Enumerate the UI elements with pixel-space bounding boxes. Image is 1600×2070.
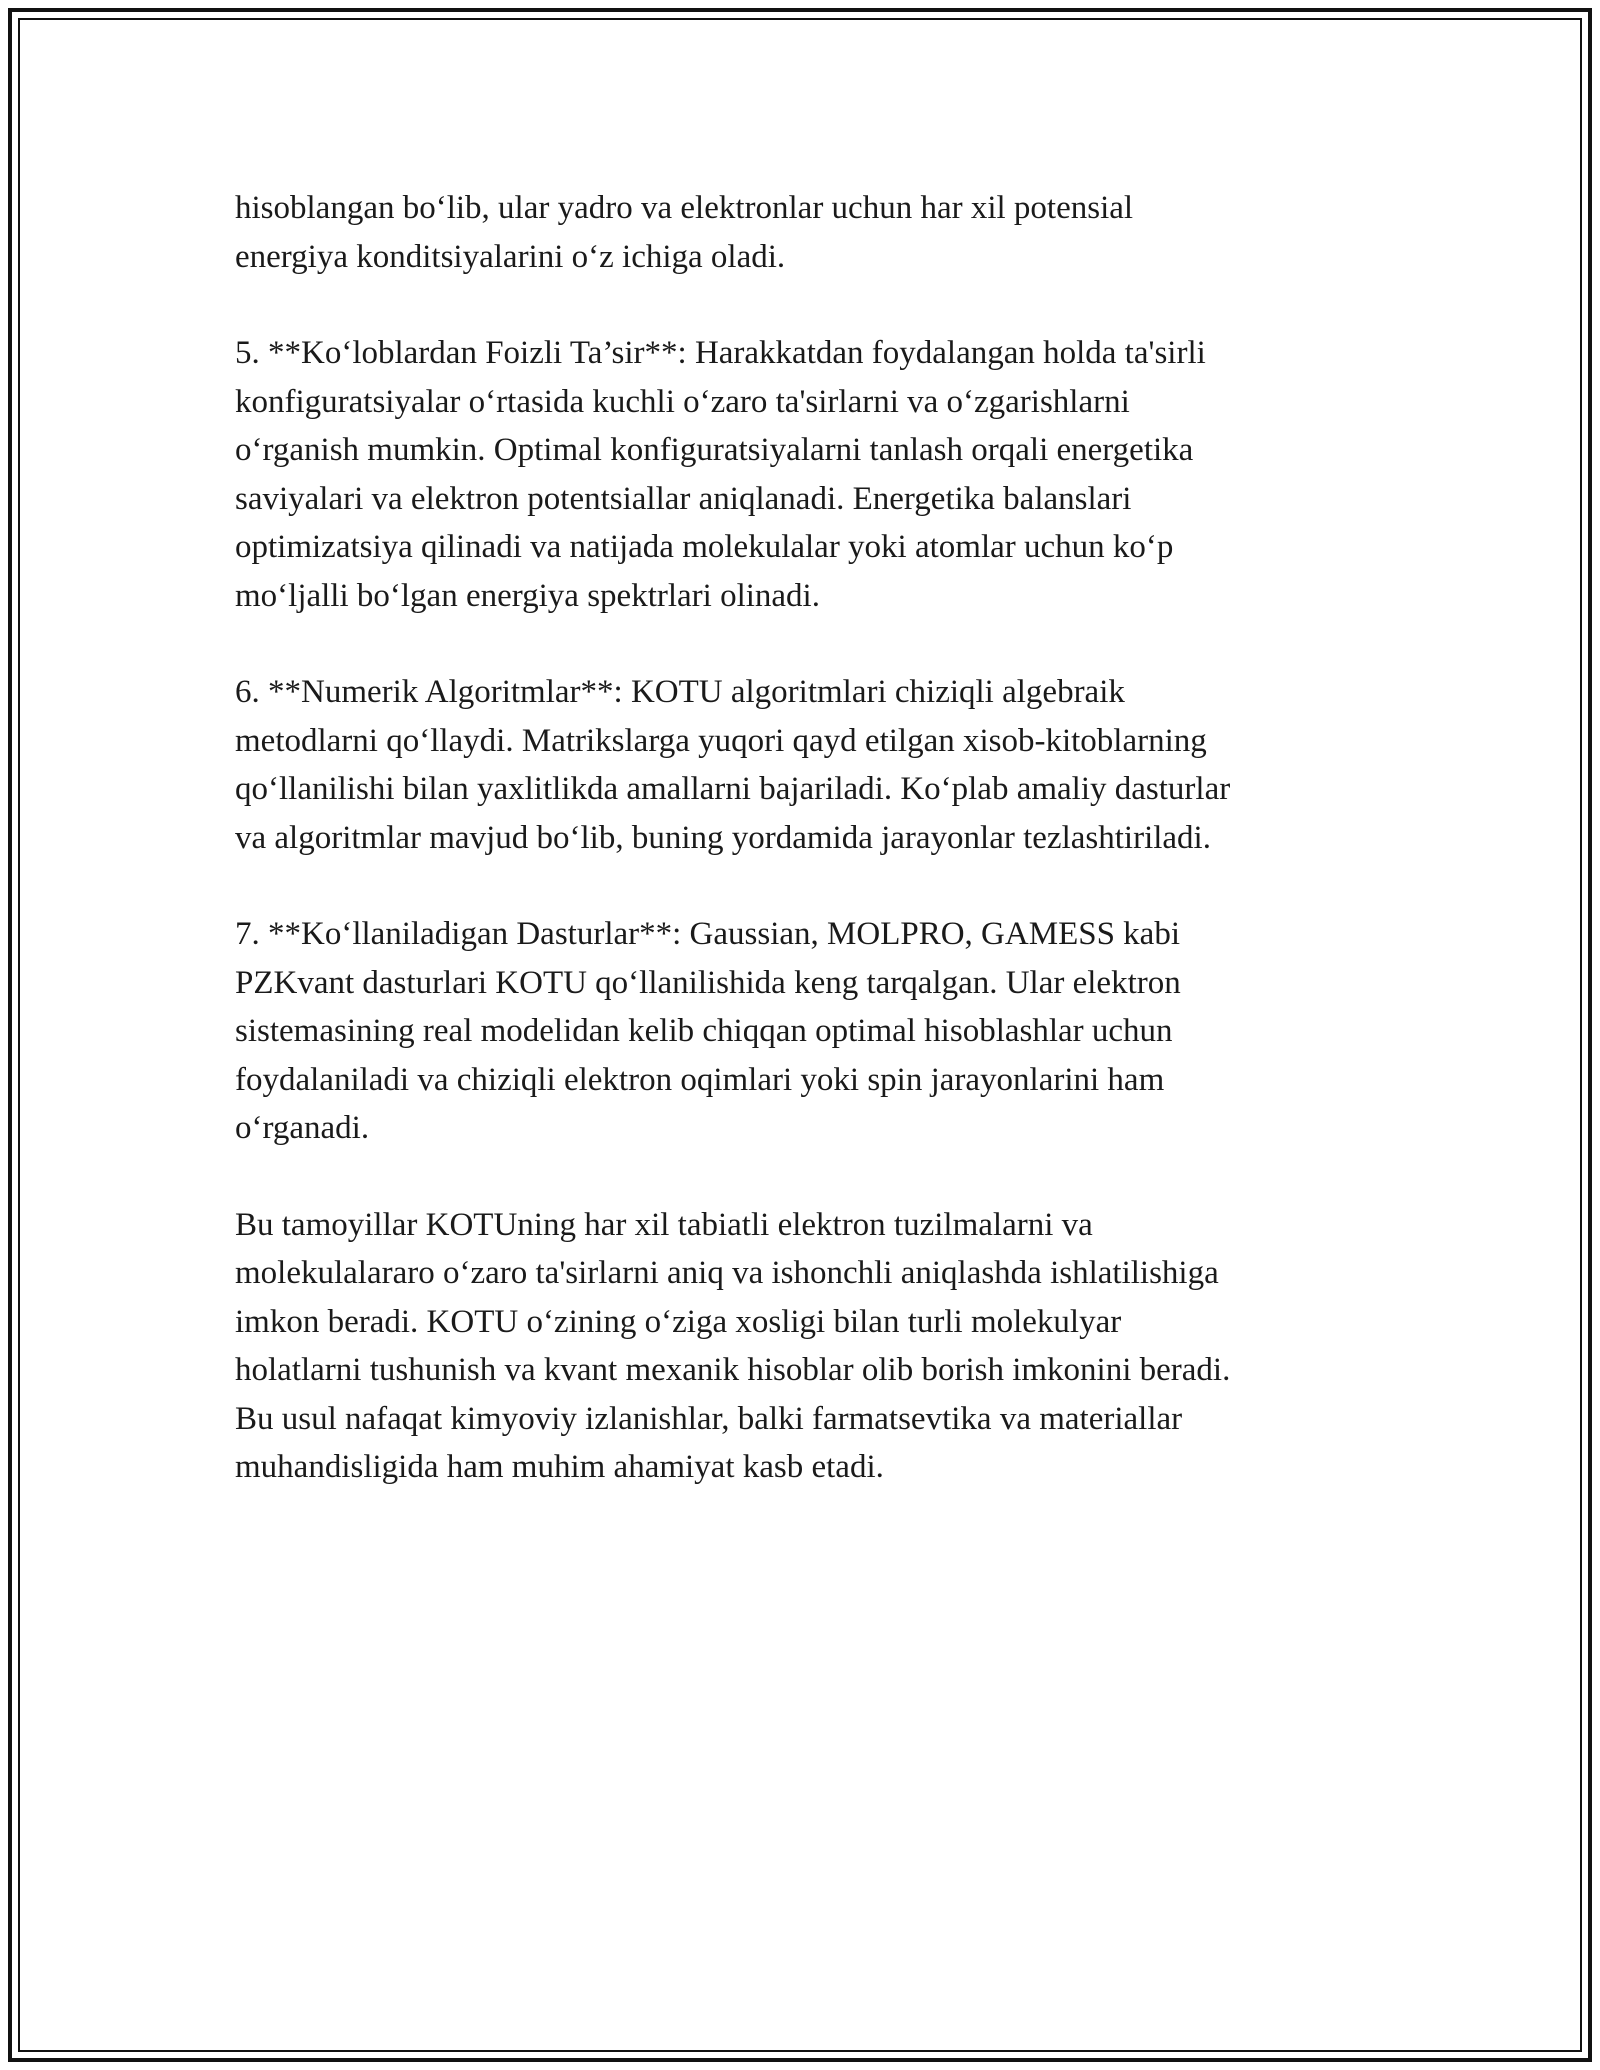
paragraph-continuation: hisoblangan bo‘lib, ular yadro va elektronlar uchun har xil potensial energiya konditsiyalarini o‘z ichiga oladi. bbox=[235, 190, 1134, 275]
paragraph-item-5: 5. **Ko‘loblardan Foizli Ta’sir**: Harakkatdan foydalangan holda ta'sirli konfiguratsiyalar o‘rtasida kuchli o‘zaro ta'sirlarni va o‘zgarishlarni o‘rganish mumkin. Optimal konfiguratsiyalarni tanlash orqali energetika saviyalari va elektron potentsiallar aniqlanadi. Energetika balanslari optimizatsiya qilinadi va natijada molekulalar yoki atomlar uchun ko‘p mo‘ljalli bo‘lgan energiya spektrlari olinadi. bbox=[235, 335, 1206, 614]
paragraph-item-7: 7. **Ko‘llaniladigan Dasturlar**: Gaussian, MOLPRO, GAMESS kabi PZKvant dasturlari KOTU qo‘llanilishida keng tarqalgan. Ular elektron sistemasining real modelidan kelib chiqqan optimal hisoblashlar uchun foydalaniladi va chiziqli elektron oqimlari yoki spin jarayonlarini ham o‘rganadi. bbox=[235, 916, 1181, 1146]
paragraph-item-6: 6. **Numerik Algoritmlar**: KOTU algoritmlari chiziqli algebraik metodlarni qo‘llaydi. Matrikslarga yuqori qayd etilgan xisob-kitoblarning qo‘llanilishi bilan yaxlitlikda amallarni bajariladi. Ko‘plab amaliy dasturlar va algoritmlar mavjud bo‘lib, buning yordamida jarayonlar tezlashtiriladi. bbox=[235, 674, 1231, 856]
document-body bbox=[235, 184, 1365, 1540]
paragraph-conclusion: Bu tamoyillar KOTUning har xil tabiatli elektron tuzilmalarni va molekulalararo o‘zaro ta'sirlarni aniq va ishonchli aniqlashda ishlatilishiga imkon beradi. KOTU o‘zining o‘ziga xosligi bilan turli molekulyar holatlarni tushunish va kvant mexanik hisoblar olib borish imkonini beradi. Bu usul nafaqat kimyoviy izlanishlar, balki farmatsevtika va materiallar muhandisligida ham muhim ahamiyat kasb etadi. bbox=[235, 1206, 1231, 1485]
